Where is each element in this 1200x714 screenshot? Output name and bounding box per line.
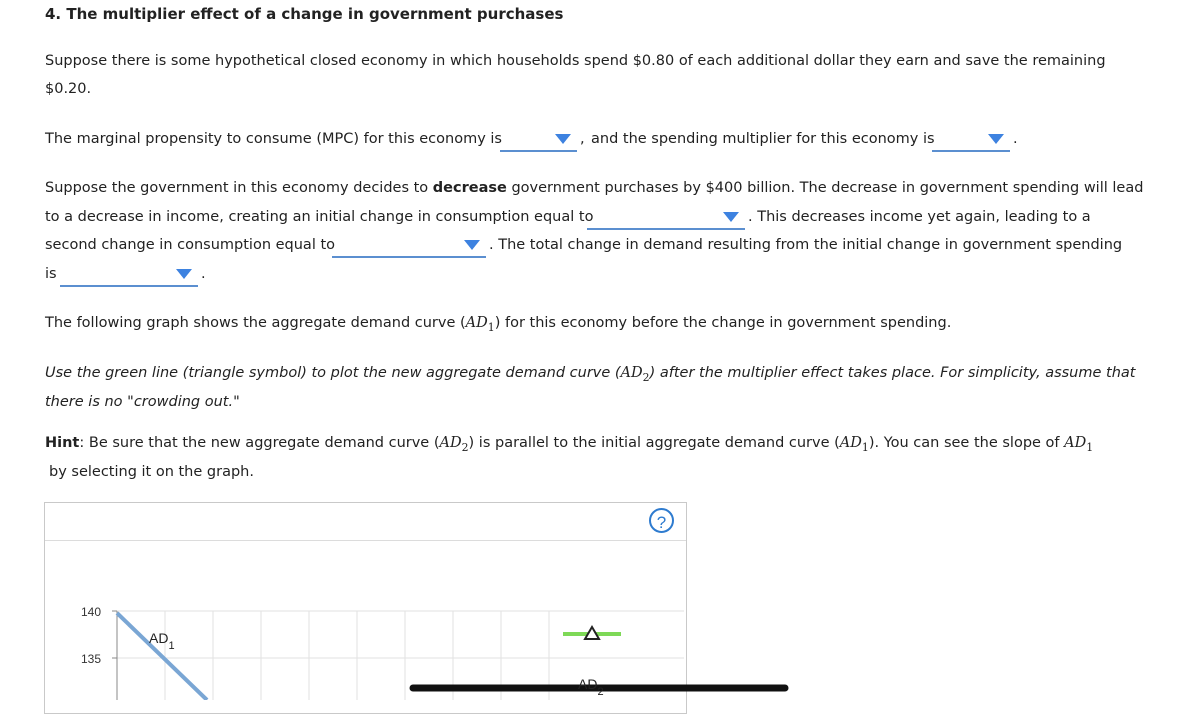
ad2-label: $AD_2$ [578, 676, 604, 698]
decrease-bold: decrease [432, 180, 507, 196]
ad1-math: $AD_1$ [465, 315, 495, 334]
hint-label: Hint [45, 435, 80, 451]
help-icon[interactable]: ? [649, 508, 674, 533]
decrease-paragraph-line4a: is [45, 266, 57, 282]
total-change-period: . [201, 266, 206, 282]
instruction-line2: there is no "crowding out." [45, 394, 240, 410]
y-tick-label-140: 140 [80, 605, 101, 619]
mpc-comma: , [580, 131, 585, 147]
y-tick-label-135: 135 [80, 652, 101, 666]
intro-text-line1: Suppose there is some hypothetical closed economy in which households spend $0.80 of each additional dollar they earn and save the remaining [45, 53, 1106, 69]
question-title: 4. The multiplier effect of a change in government purchases [45, 5, 564, 23]
hint-line1: Hint: Be sure that the new aggregate demand curve $(AD_2)$ is parallel to the initial aggregate demand curve $(AD_1)$. You can see the slope of $AD_1$ [45, 435, 1094, 454]
ad1-curve[interactable] [117, 613, 207, 700]
multiplier-period: . [1013, 131, 1018, 147]
ad1-label: $AD_1$ [149, 630, 175, 652]
decrease-text-b: government purchases by $400 billion. The decrease in government spending will lead [511, 180, 1144, 196]
instruction-line1: Use the green line (triangle symbol) to plot the new aggregate demand curve $(AD_2)$ after the multiplier effect takes place. For simplicity, assume that [45, 365, 1136, 384]
hint-line2: by selecting it on the graph. [49, 464, 254, 480]
decrease-paragraph-line2b: . This decreases income yet again, leading to a [748, 209, 1091, 225]
ad2-math: $AD_2$ [620, 365, 650, 384]
decrease-text-a: Suppose the government in this economy decides to [45, 180, 429, 196]
decrease-paragraph-line3b: . The total change in demand resulting from the initial change in government spending [489, 237, 1123, 253]
decrease-paragraph-line2a: to a decrease in income, creating an initial change in consumption equal to [45, 209, 594, 225]
intro-text-line2: $0.20. [45, 81, 92, 97]
mpc-prompt: The marginal propensity to consume (MPC) for this economy is [45, 131, 502, 147]
multiplier-prompt: and the spending multiplier for this economy is [591, 131, 935, 147]
graph-description: The following graph shows the aggregate demand curve $(AD_1)$ for this economy before the change in government spending. [45, 315, 952, 334]
decrease-paragraph-line3a: second change in consumption equal to [45, 237, 336, 253]
